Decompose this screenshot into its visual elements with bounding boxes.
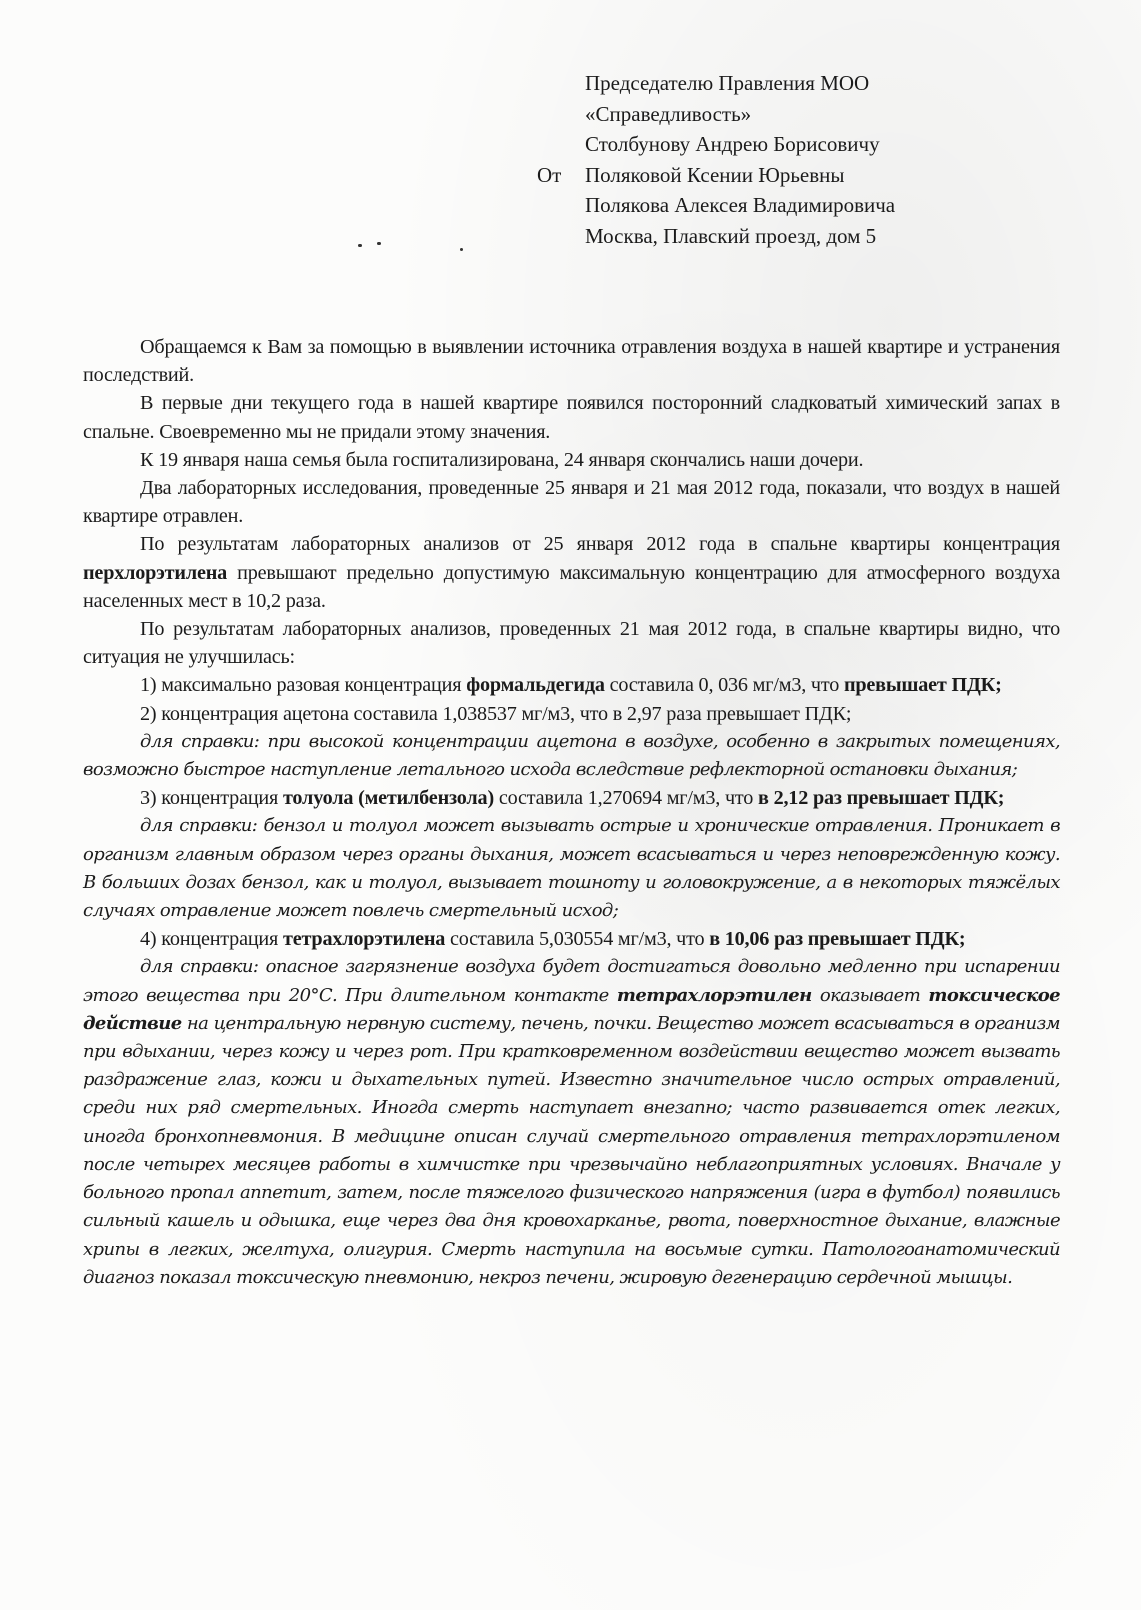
exceeds-pdk: в 10,06 раз превышает ПДК; (709, 928, 966, 951)
substance-tetrachloroethylene: тетрахлорэтилена (282, 928, 446, 951)
text: составила 0, 036 мг/м3, что (604, 674, 844, 697)
substance-toluene: толуола (метилбензола) (282, 787, 494, 810)
addressee-block (585, 68, 895, 251)
from-label: От (537, 162, 562, 187)
addressee-line: Столбунову Андрею Борисовичу (585, 132, 880, 156)
substance-perchlorethylene: перхлорэтилена (83, 561, 228, 584)
text: 3) концентрация (140, 787, 283, 810)
sender-line: Полякова Алексея Владимировича (585, 193, 896, 217)
scan-speck (377, 242, 381, 245)
exceeds-pdk: превышает ПДК; (843, 674, 1002, 697)
item-toluene (83, 784, 1060, 812)
text: на центральную нервную систему, печень, почки. Вещество может всасываться в организм при вдыхании, через кожу и через рот. При кратковременном воздействии вещество может вызвать раздражение глаз, кожи и дыхательных путей. Известно значительное число острых отравлений, среди них ряд смертельных. Иногда смерть наступает внезапно; часто развивается отек легких, иногда бронхопневмония. В медицине описан случай смертельного отравления тетрахлорэтиленом после четырех месяцев работы в химчистке при чрезвычайно неблагоприятных условиях. Вначале у больного пропал аппетит, затем, после тяжелого физического напряжения (игра в футбол) появились сильный кашель и одышка, еще через два дня кровохарканье, рвота, поверхностное дыхание, влажные хрипы в легких, желтуха, олигурия. Смерть наступила на восьмые сутки. Патологоанатомический диагноз показал токсическую пневмонию, некроз печени, жировую дегенерацию сердечной мышцы. (83, 1012, 1060, 1288)
sender-address: Москва, Плавский проезд, дом 5 (585, 223, 877, 248)
paragraph-january-results (83, 530, 1060, 615)
addressee-line: «Справедливость» (585, 101, 752, 126)
exceeds-pdk: в 2,12 раз превышает ПДК; (758, 787, 1005, 810)
letter-body (83, 333, 1060, 1292)
note-tetrachloroethylene (83, 953, 1060, 1291)
emphasis: тетрахлорэтилен (616, 984, 812, 1006)
text: для справки: опасное загрязнение воздуха будет достигаться довольно медленно при испарении этого вещества при 20°С. При длительном контакте (83, 956, 1060, 1006)
sender-line: Поляковой Ксении Юрьевны (585, 162, 845, 187)
substance-formaldehyde: формальдегида (466, 674, 605, 697)
text: составила 5,030554 мг/м3, что (445, 928, 710, 951)
text: По результатам лабораторных анализов от 25 января 2012 года в спальне квартиры концентрация (140, 533, 1060, 556)
scan-speck (358, 244, 362, 247)
paragraph-smell: В первые дни текущего года в нашей квартире появился посторонний сладковатый химический запах в спальне. Своевременно мы не придали этому значения. (83, 392, 1060, 443)
item-formaldehyde (83, 671, 1060, 699)
text: 4) концентрация (140, 928, 283, 951)
item-acetone: 2) концентрация ацетона составила 1,038537 мг/м3, что в 2,97 раза превышает ПДК; (140, 702, 852, 725)
text: превышают предельно допустимую максимальную концентрацию для атмосферного воздуха населенных мест в 10,2 раза. (83, 561, 1060, 612)
item-tetrachloroethylene (83, 925, 1060, 953)
text: 1) максимально разовая концентрация (140, 674, 467, 697)
emphasis: токсическое действие (83, 984, 1060, 1034)
scan-specks (350, 240, 470, 252)
paragraph-intro: Обращаемся к Вам за помощью в выявлении источника отравления воздуха в нашей квартире и устранения последствий. (83, 336, 1060, 387)
text: оказывает (811, 984, 929, 1006)
paragraph-hospitalization: К 19 января наша семья была госпитализирована, 24 января скончались наши дочери. (140, 448, 864, 471)
addressee-line: Председателю Правления МОО (585, 71, 870, 95)
paragraph-lab-tests: Два лабораторных исследования, проведенные 25 января и 21 мая 2012 года, показали, что воздух в нашей квартире отравлен. (83, 477, 1060, 528)
note-acetone: для справки: при высокой концентрации ацетона в воздухе, особенно в закрытых помещениях, возможно быстрое наступление летального исхода вследствие рефлекторной остановки дыхания; (83, 730, 1060, 781)
note-toluene: для справки: бензол и толуол может вызывать острые и хронические отравления. Проникает в организм главным образом через органы дыхания, может всасываться и через неповрежденную кожу. В больших дозах бензол, как и толуол, вызывает тошноту и головокружение, а в некоторых тяжёлых случаях отравление может повлечь смертельный исход; (83, 815, 1060, 922)
paragraph-may-results: По результатам лабораторных анализов, проведенных 21 мая 2012 года, в спальне квартиры видно, что ситуация не улучшилась: (83, 618, 1060, 669)
scan-speck (460, 248, 463, 251)
text: составила 1,270694 мг/м3, что (493, 787, 759, 810)
